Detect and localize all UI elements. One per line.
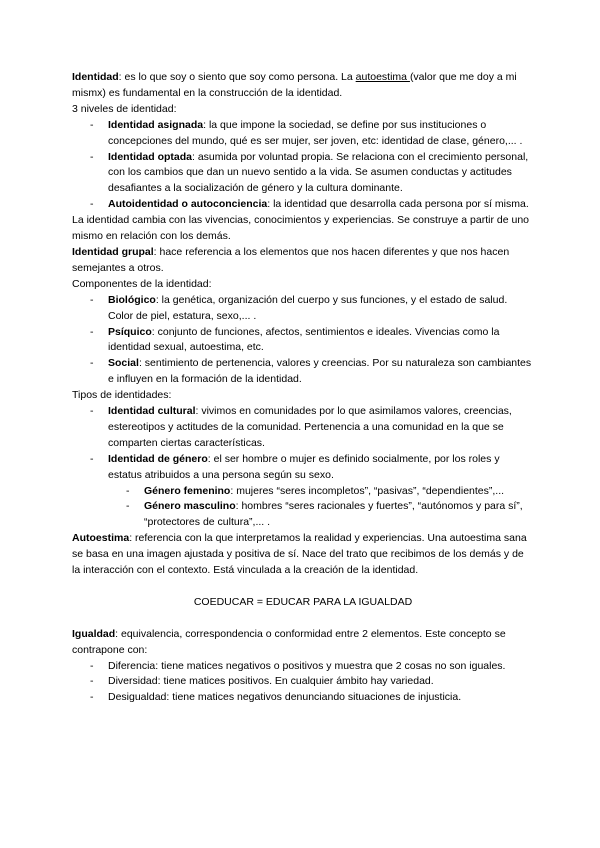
componentes-intro: Componentes de la identidad:	[72, 277, 212, 290]
igualdad-paragraph: Igualdad: equivalencia, correspondencia o conformidad entre 2 elementos. Este concepto se contrapone con:	[72, 627, 506, 656]
list-item: - Desigualdad: tiene matices negativos denunciando situaciones de injusticia.	[72, 690, 534, 706]
niveles-intro: 3 niveles de identidad:	[72, 102, 177, 115]
list-item: - Social: sentimiento de pertenencia, valores y creencias. Por su naturaleza son cambiantes e influyen en la formación de la identidad.	[72, 356, 534, 388]
grupal-paragraph: Identidad grupal: hace referencia a los elementos que nos hacen diferentes y que nos hacen semejantes a otros.	[72, 245, 510, 274]
identidad-paragraph: Identidad: es lo que soy o siento que soy como persona. La autoestima (valor que me doy a mi mismx) es fundamental en la construcción de la identidad.	[72, 71, 517, 99]
spacer	[72, 611, 534, 627]
genero-sublist	[108, 484, 534, 532]
autoestima-paragraph: Autoestima: referencia con la que interpretamos la realidad y experiencias. Una autoestima sana se basa en una imagen ajustada y positiva de sí. Nace del trato que recibimos de los demás y de la interacción con el contexto. Está vinculada a la creación de la identidad.	[72, 532, 527, 577]
list-item: - Biológico: la genética, organización del cuerpo y sus funciones, y el estado de salud. Color de piel, estatura, sexo,... .	[72, 293, 534, 325]
list-item: - Diversidad: tiene matices positivos. En cualquier ámbito hay variedad.	[72, 674, 534, 690]
tipos-intro: Tipos de identidades:	[72, 389, 172, 402]
document-page	[72, 70, 534, 706]
list-item: - Género masculino: hombres “seres racionales y fuertes”, “autónomos y para sí”, “protectores de cultura”,... .	[108, 499, 534, 531]
list-item: - Género femenino: mujeres “seres incompletos”, “pasivas”, “dependientes”,...	[108, 484, 534, 500]
tipos-list	[72, 404, 534, 531]
section-heading: COEDUCAR = EDUCAR PARA LA IGUALDAD	[193, 595, 413, 608]
list-item: - Identidad cultural: vivimos en comunidades por lo que asimilamos valores, creencias, estereotipos y actitudes de la comunidad. Pertenencia a una comunidad en la que se comparten ciertas características.	[72, 404, 534, 452]
list-item: - Autoidentidad o autoconciencia: la identidad que desarrolla cada persona por sí misma.	[72, 197, 534, 213]
spacer	[72, 579, 534, 595]
componentes-list	[72, 293, 534, 388]
cambia-paragraph: La identidad cambia con las vivencias, conocimientos y experiencias. Se construye a partir de uno mismo en relación con los demás.	[72, 214, 530, 243]
contrapone-list	[72, 659, 534, 707]
list-item: - Identidad optada: asumida por voluntad propia. Se relaciona con el crecimiento personal, con los cambios que dan un nuevo sentido a la vida. Se asumen conductas y actitudes desafiantes a la socialización de género y la cultura dominante.	[72, 150, 534, 198]
niveles-list	[72, 118, 534, 213]
underlined-term: autoestima	[355, 71, 410, 83]
list-item: - Diferencia: tiene matices negativos o positivos y muestra que 2 cosas no son iguales.	[72, 659, 534, 675]
list-item: - Identidad asignada: la que impone la sociedad, se define por sus instituciones o concepciones del mundo, qué es ser mujer, ser joven, etc: identidad de clase, género,... .	[72, 118, 534, 150]
list-item: - Identidad de género: el ser hombre o mujer es definido socialmente, por los roles y estatus atribuidos a una persona según su sexo. - Género femenino: mujeres “seres incompletos”, “pasivas”, “dependientes”,... - Género masculino: hombres “seres racionales y fuertes”, “autónomos y para sí”, “protectores de cultura”,... .	[72, 452, 534, 532]
term: Identidad	[72, 71, 119, 83]
list-item: - Psíquico: conjunto de funciones, afectos, sentimientos e ideales. Vivencias como la identidad sexual, autoestima, etc.	[72, 325, 534, 357]
